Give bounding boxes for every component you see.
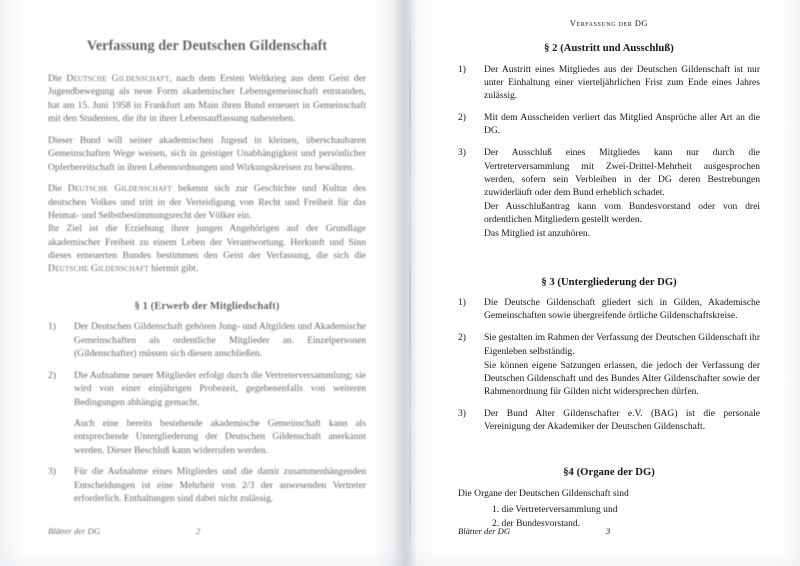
item-marker: 1) [458, 63, 466, 75]
list-item [458, 296, 760, 323]
item-text: Der Austritt eines Mitgliedes aus der Deutschen Gildenschaft ist nur unter Einhaltung einer vierteljährlichen Frist zum Ende eines Jahres zulässig. [484, 63, 760, 102]
right-page [420, 0, 800, 566]
list-item [458, 407, 760, 434]
list-item [458, 331, 760, 398]
right-page-content [458, 0, 760, 532]
section-heading-1: § 1 (Erwerb der Mitgliedschaft) [134, 300, 280, 312]
list-item [458, 63, 760, 103]
item-marker: 3) [458, 147, 466, 159]
intro-3-rest: bekennt sich zur Geschichte und Kultur des deutschen Volkes und tritt in der Verteidigung von Recht und Freiheit für das Heimat- und Selbstbestimmungsrecht der Völker ein. [48, 183, 366, 222]
item-marker: 1) [48, 321, 56, 333]
intro-paragraph-2: Dieser Bund will seiner akademischen Jugend in kleinen, überschaubaren Gemeinschaften Wege weisen, sich in geistiger Unabhängigkeit und persönlicher Opferbereitschaft in ihren Lebensordnungen und Wirkungskreisen zu bewähren. [48, 134, 366, 173]
left-page-footer [48, 526, 348, 536]
item-text: Der Deutschen Gildenschaft gehören Jung- und Altgilden und Akademische Gemeinschaften als ordentliche Mitglieder an. Einzelpersonen (Gildenschafter) müssen sich diesen anschließen. [74, 321, 366, 359]
organe-intro-text: Die Organe der Deutschen Gildenschaft sind [458, 487, 629, 499]
item-marker: 2) [458, 112, 466, 124]
page-number: 2 [196, 526, 201, 536]
item-text: Mit dem Ausscheiden verliert das Mitglied Ansprüche aller Art an die DG. [484, 112, 760, 137]
intro-1-prefix: Die [48, 73, 67, 84]
left-page-content [48, 0, 366, 505]
document-title: Verfassung der Deutschen Gildenschaft [86, 38, 328, 54]
smallcaps-deutsche-gildenschaft: Deutsche Gildenschaft [67, 183, 173, 195]
intro-paragraph-3 [48, 182, 366, 222]
intro-paragraph-1 [48, 72, 366, 125]
intro-3-prefix: Die [48, 183, 68, 195]
item-marker: 3) [458, 408, 466, 420]
intro-1-rest: , nach dem Ersten Weltkrieg aus dem Geist der Jugendbewegung als neue Form akademischer Lebensgemeinschaft entstanden, hat am 15. Juni 1958 in Frankfurt am Main ihren Bund erneuert in Gemeinschaft mit den Studenten, die ihr in ihrer Lebensauffassung nahestehen. [48, 73, 366, 125]
section-2-item-list [458, 63, 760, 241]
section-heading-2: § 2 (Austritt und Ausschluß) [544, 43, 674, 54]
item-subparagraph: Auch eine bereits bestehende akademische Gemeinschaft kann als entsprechende Untergliederung der Deutschen Gildenschaft anerkannt werden. Dieser Beschluß kann widerrufen werden. [74, 417, 366, 456]
item-marker: 3) [48, 466, 56, 478]
list-item [48, 320, 366, 360]
list-item: 1. die Vertreterversammlung und [492, 503, 618, 515]
item-text: Der Bund Alter Gildenschafter e.V. (BAG) ist die personale Vereinigung der Akademiker der Deutschen Gildenschaft. [484, 408, 760, 433]
smallcaps-deutsche-gildenschaft: Deutsche Gildenschaft [66, 73, 170, 84]
item-text: Die Deutsche Gildenschaft gliedert sich in Gilden, Akademische Gemeinschaften sowie übergreifende örtliche Gildenschaftskreise. [484, 297, 760, 322]
intro-paragraph-4 [48, 222, 366, 275]
section-1-item-list [48, 320, 366, 505]
smallcaps-deutsche-gildenschaft: Deutsche Gildenschaft [48, 263, 149, 275]
item-text: Für die Aufnahme eines Mitgliedes und die damit zusammenhängenden Entscheidungen ist eine Mehrheit von 2/3 der anwesenden Vertreter erforderlich. Enthaltungen sind dabei nicht zulässig. [74, 466, 366, 505]
section-heading-3: § 3 (Untergliederung der DG) [541, 276, 677, 288]
list-item [48, 465, 366, 505]
continuation-part-1: Ihr Ziel ist die Erziehung ihrer jungen Angehörigen auf der Grundlage akademischer Freiheit zu einem Leben der Verantwortung. Herkunft und Sinn dieses erneuerten Bundes bestimmen den Geist der Verfassung, die sich die [48, 223, 366, 262]
list-item [458, 111, 760, 138]
running-head: Verfassung der DG [569, 19, 649, 28]
item-subparagraph: Sie können eigene Satzungen erlassen, die jedoch der Verfassung der Deutschen Gildenschaft und des Bundes Alter Gildenschafter sowie der Rahmenordnung für Gilden nicht widersprechen dürfen. [484, 359, 760, 398]
right-page-footer [458, 526, 758, 536]
item-text: Sie gestalten im Rahmen der Verfassung der Deutschen Gildenschaft ihr Eigenleben selbständig. [484, 332, 760, 357]
section-3-item-list [458, 296, 760, 434]
list-item: 2. der Bundesvorstand. [492, 518, 581, 530]
list-item [458, 146, 760, 240]
page-number: 3 [606, 526, 611, 536]
footer-publication-label: Blätter der DG [48, 526, 101, 536]
item-subparagraph: Der Ausschlußantrag kann vom Bundesvorstand oder von drei ordentlichen Mitgliedern gestellt werden. [484, 201, 760, 226]
list-item [48, 369, 366, 457]
footer-publication-label: Blätter der DG [458, 526, 511, 536]
item-text: Die Aufnahme neuer Mitglieder erfolgt durch die Vertreterversammlung; sie wird von einer einjährigen Probezeit, gegebenenfalls von weiteren Bedingungen abhängig gemacht. [74, 369, 366, 408]
item-marker: 2) [48, 369, 56, 381]
item-marker: 2) [458, 332, 466, 344]
section-heading-4: §4 (Organe der DG) [563, 466, 655, 478]
item-text: Der Ausschluß eines Mitgliedes kann nur durch die Vertreterversammlung mit Zwei-Drittel-Mehrheit ausgesprochen werden, sofern sein Verbleiben in der DG deren Bestrebungen zuwiderläuft oder dem Bund erheblich schadet. [484, 147, 760, 199]
item-marker: 1) [458, 297, 466, 309]
continuation-part-2: hiermit gibt. [148, 263, 199, 275]
item-subparagraph-2: Das Mitglied ist anzuhören. [484, 228, 591, 240]
